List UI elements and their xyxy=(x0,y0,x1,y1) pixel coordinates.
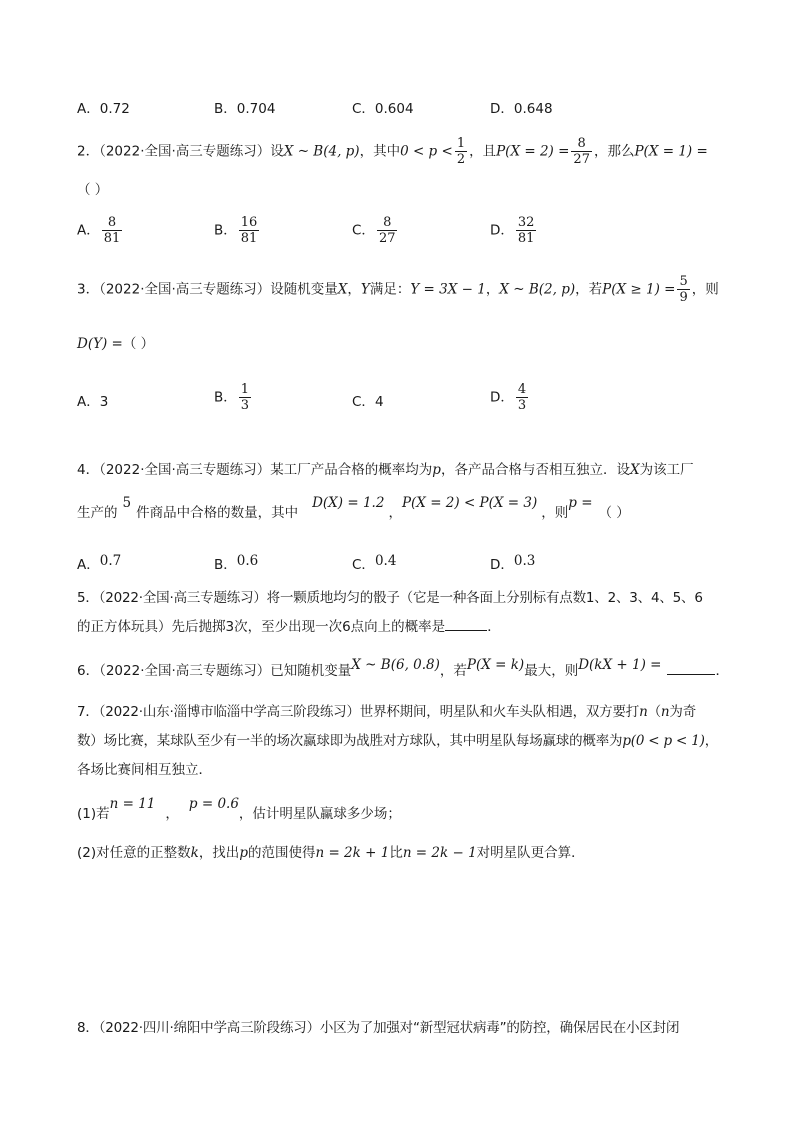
option-value: 0.4 xyxy=(374,553,397,569)
q7-text: 比 xyxy=(389,845,403,861)
q2-paren: （ ） xyxy=(77,182,109,198)
q6-formula-dist: X ~ B(6, 0.8) xyxy=(351,657,440,673)
q3-formula-ask: D(Y) = xyxy=(77,336,123,352)
q7-text: ，估计明星队赢球多少场； xyxy=(238,806,401,822)
option-label: D． xyxy=(490,222,514,239)
q4-text: ， xyxy=(388,505,402,521)
q5-text: 的正方体玩具）先后抛掷3次，至少出现一次6点向上的概率是 xyxy=(77,619,446,635)
option-value: 0.7 xyxy=(99,553,122,569)
q2-fraction-half xyxy=(455,136,467,167)
var-x: X xyxy=(629,462,640,478)
q3-option-b xyxy=(214,382,253,413)
q7-text: 为奇 xyxy=(669,704,696,720)
q3-option-a xyxy=(77,390,108,410)
q7-formula-prob: p(0 < p < 1) xyxy=(622,733,705,749)
q4-text: 为该工厂 xyxy=(639,462,694,478)
q4-text: 生产的 xyxy=(77,505,118,521)
q2-text: ，其中 xyxy=(359,143,401,160)
q3-fraction-given xyxy=(677,274,689,305)
frac-den: 3 xyxy=(240,398,250,413)
q4-option-c xyxy=(352,553,396,573)
q6-period: ． xyxy=(715,663,729,679)
q3-number: 3． xyxy=(77,281,100,298)
option-label: C． xyxy=(352,394,375,410)
q3-stem xyxy=(77,274,719,305)
q5-line2 xyxy=(77,616,501,637)
q7-text: 对明星队更合算． xyxy=(476,845,585,861)
frac-num: 4 xyxy=(517,382,527,397)
option-fraction xyxy=(239,215,260,246)
frac-den: 27 xyxy=(378,231,396,246)
q3-text: ，则 xyxy=(691,281,719,298)
q6-answer-blank xyxy=(667,660,715,675)
frac-num: 16 xyxy=(240,215,258,230)
frac-den: 27 xyxy=(573,152,590,167)
option-fraction xyxy=(239,382,251,413)
q7-text: ， xyxy=(704,733,719,749)
frac-den: 3 xyxy=(517,398,527,413)
q6-text: ，若 xyxy=(439,663,467,679)
q4-line2 xyxy=(77,495,630,523)
q7-text: 7．（2022·山东·淄博市临淄中学高三阶段练习）世界杯期间，明星队和火车头队相遇，双方要打 xyxy=(77,704,640,720)
q7-formula-n: n = 11 xyxy=(109,796,156,812)
q7-formula-p: p = 0.6 xyxy=(188,796,239,812)
frac-num: 8 xyxy=(107,215,117,230)
q7-text: （ xyxy=(647,704,661,720)
q3-text: 满足： xyxy=(369,281,411,298)
q4-text: 件商品中合格的数量，其中 xyxy=(136,505,299,521)
var-y: Y xyxy=(360,281,370,298)
option-label: C． xyxy=(352,222,375,239)
q3-option-d xyxy=(490,382,530,413)
q3-ask xyxy=(77,334,154,354)
frac-num: 5 xyxy=(679,274,688,289)
option-label: B． xyxy=(214,557,237,573)
q4-formula-variance: D(X) = 1.2 xyxy=(312,495,385,511)
q2-source: （2022·全国·高三专题练习）设 xyxy=(99,143,284,160)
q4-text: ，则 xyxy=(541,505,569,521)
q4-number: 4． xyxy=(77,462,100,478)
q8-line1: 8．（2022·四川·绵阳中学高三阶段练习）小区为了加强对“新型冠状病毒”的防控，确保居民在小区封闭 xyxy=(77,1020,680,1036)
option-label: D． xyxy=(490,557,514,573)
q5-period: ． xyxy=(487,619,501,635)
q2-number: 2． xyxy=(77,143,100,160)
q7-text: (1)若 xyxy=(77,806,110,822)
var-n: n xyxy=(660,704,670,720)
q3-formula-relation: Y = 3X − 1 xyxy=(410,281,486,298)
q2-option-d xyxy=(490,215,538,246)
var-k: k xyxy=(190,845,199,861)
q1-option-d: D．0.648 xyxy=(490,101,553,117)
option-label: B． xyxy=(214,389,237,406)
var-p: p xyxy=(432,462,441,478)
q6-formula-prob: P(X = k) xyxy=(466,657,525,673)
q7-formula-odd-prev: n = 2k − 1 xyxy=(402,845,477,861)
option-fraction xyxy=(516,215,537,246)
q2-text: ，且 xyxy=(469,143,497,160)
frac-num: 8 xyxy=(383,215,392,230)
q1-option-b: B．0.704 xyxy=(214,101,276,117)
q2-fraction-given xyxy=(571,136,592,167)
q3-text: ，若 xyxy=(575,281,603,298)
q2-option-c xyxy=(352,215,399,246)
option-value: 4 xyxy=(374,394,384,410)
q3-formula-dist: X ~ B(2, p) xyxy=(499,281,576,298)
frac-den: 2 xyxy=(456,152,466,167)
q3-paren: （ ） xyxy=(122,336,155,352)
q6-formula-ask: D(kX + 1) = xyxy=(578,657,662,673)
q2-text: ，那么 xyxy=(593,143,635,160)
q4-formula-condition: P(X = 2) < P(X = 3) xyxy=(401,495,538,511)
q2-formula-range: 0 < p < xyxy=(400,143,453,160)
q3-source: （2022·全国·高三专题练习）设随机变量 xyxy=(99,281,338,298)
q2-stem xyxy=(77,136,708,167)
option-label: D． xyxy=(490,389,514,406)
option-fraction xyxy=(102,215,123,246)
option-label: A． xyxy=(77,557,100,573)
var-n: n xyxy=(639,704,648,720)
q4-option-d xyxy=(490,553,535,573)
var-p: p xyxy=(239,845,248,861)
option-label: A． xyxy=(77,222,100,239)
q2-option-b xyxy=(214,215,261,246)
frac-num: 32 xyxy=(517,215,535,230)
q5-line1: 5．（2022·全国·高三专题练习）将一颗质地均匀的骰子（它是一种各面上分别标有点数1、2、3、4、5、6 xyxy=(77,590,703,606)
option-label: A． xyxy=(77,394,100,410)
frac-num: 8 xyxy=(577,136,586,151)
q6-text: 最大，则 xyxy=(524,663,579,679)
q4-paren: （ ） xyxy=(598,505,630,521)
frac-den: 9 xyxy=(679,290,688,305)
q4-stem xyxy=(77,460,694,480)
option-value: 0.6 xyxy=(236,553,259,569)
q4-formula-ask: p = xyxy=(568,495,593,511)
option-fraction xyxy=(516,382,528,413)
q4-option-b xyxy=(214,553,258,573)
frac-den: 81 xyxy=(517,231,535,246)
q7-text: 数）场比赛，某球队至少有一半的场次赢球即为战胜对方球队，其中明星队每场赢球的概率为 xyxy=(77,733,623,749)
q2-option-a xyxy=(77,215,124,246)
frac-num: 1 xyxy=(456,136,466,151)
q3-option-c xyxy=(352,390,384,410)
q4-number-five: 5 xyxy=(122,495,132,511)
q7-text: 的范围使得 xyxy=(247,845,316,861)
q7-line3: 各场比赛间相互独立． xyxy=(77,762,212,778)
q4-option-a xyxy=(77,553,121,573)
q4-source: （2022·全国·高三专题练习）某工厂产品合格的概率均为 xyxy=(99,462,433,478)
frac-den: 81 xyxy=(103,231,121,246)
frac-num: 1 xyxy=(240,382,250,397)
q7-line1 xyxy=(77,702,696,722)
option-label: C． xyxy=(352,557,375,573)
option-label: B． xyxy=(214,222,237,239)
q5-answer-blank xyxy=(445,616,487,631)
q7-text: (2)对任意的正整数 xyxy=(77,845,191,861)
q1-option-c: C．0.604 xyxy=(352,101,414,117)
q6-text: 6．（2022·全国·高三专题练习）已知随机变量 xyxy=(77,663,352,679)
q2-formula-ask: P(X = 1) = xyxy=(634,143,708,160)
q7-subq2 xyxy=(77,843,585,863)
q3-text: ， xyxy=(347,281,361,298)
q1-option-a: A．0.72 xyxy=(77,101,130,117)
q3-text: ， xyxy=(485,281,500,298)
frac-den: 81 xyxy=(240,231,258,246)
var-x: X xyxy=(337,281,348,298)
option-value: 3 xyxy=(99,394,109,410)
option-fraction xyxy=(377,215,398,246)
q4-text: ，各产品合格与否相互独立．设 xyxy=(440,462,630,478)
q7-formula-odd: n = 2k + 1 xyxy=(315,845,390,861)
q6-stem xyxy=(77,657,729,681)
q7-line2 xyxy=(77,731,718,751)
option-value: 0.3 xyxy=(513,553,536,569)
q2-formula-dist: X ~ B(4, p) xyxy=(283,143,360,160)
q3-formula-given: P(X ≥ 1) = xyxy=(602,281,676,298)
q7-text: ，找出 xyxy=(198,845,240,861)
q7-subq1 xyxy=(77,796,401,824)
q7-text: ， xyxy=(165,806,179,822)
q2-formula-given: P(X = 2) = xyxy=(496,143,570,160)
